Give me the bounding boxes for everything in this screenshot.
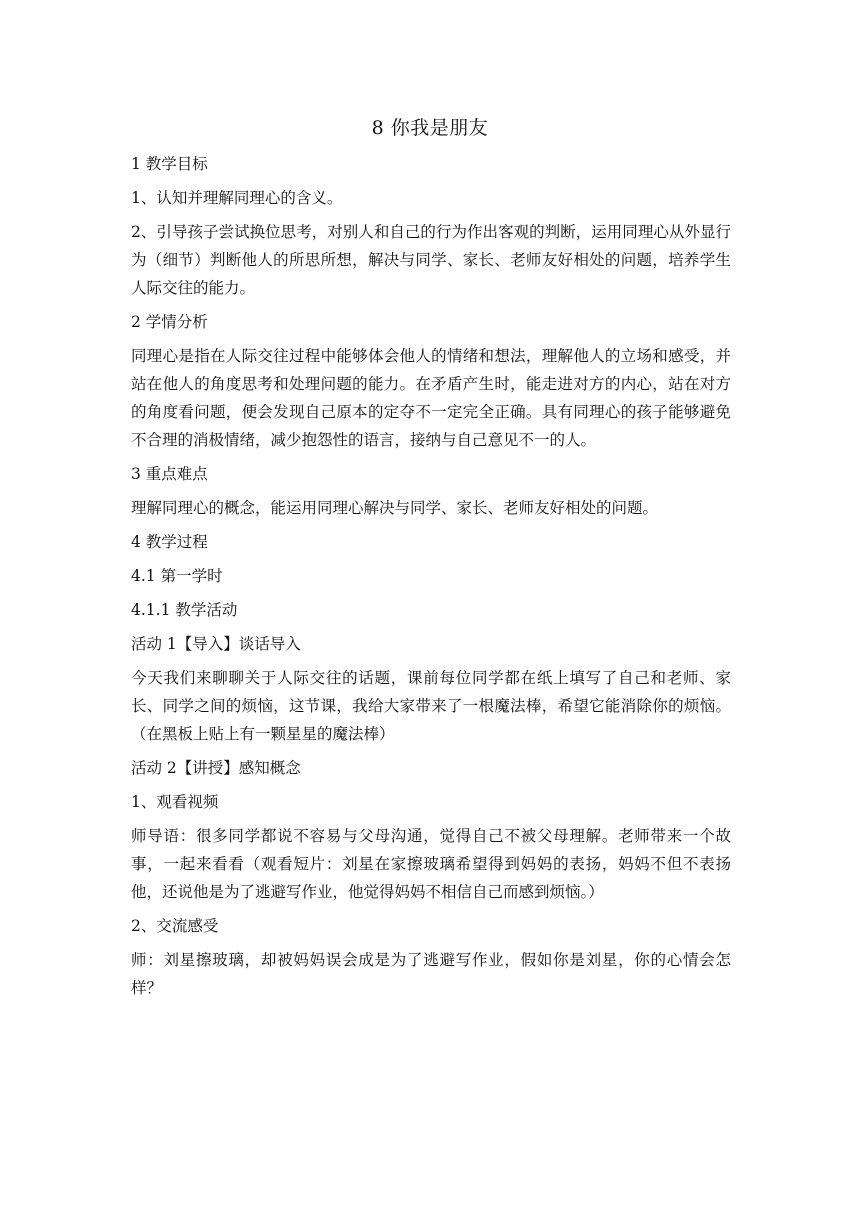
paragraph: 师导语：很多同学都说不容易与父母沟通，觉得自己不被父母理解。老师带来一个故事，一起来看看（观看短片：刘星在家擦玻璃希望得到妈妈的表扬，妈妈不但不表扬他，还说他是为了逃避写作业，他觉得妈妈不相信自己而感到烦恼。）	[131, 827, 731, 901]
document-body	[131, 150, 731, 1008]
paragraph: 今天我们来聊聊关于人际交往的话题，课前每位同学都在纸上填写了自己和老师、家长、同学之间的烦恼，这节课，我给大家带来了一根魔法棒，希望它能消除你的烦恼。（在黑板上贴上有一颗星星的魔法棒）	[131, 669, 731, 743]
subsection-heading: 4.1.1 教学活动	[131, 601, 238, 619]
paragraph: 理解同理心的概念，能运用同理心解决与同学、家长、老师友好相处的问题。	[131, 499, 659, 517]
paragraph: 师：刘星擦玻璃，却被妈妈误会成是为了逃避写作业，假如你是刘星，你的心情会怎样？	[131, 951, 731, 997]
section-heading-process: 4 教学过程	[131, 533, 208, 551]
paragraph: 2、交流感受	[131, 917, 219, 935]
activity-heading: 活动 2【讲授】感知概念	[131, 759, 301, 777]
paragraph: 2、引导孩子尝试换位思考，对别人和自己的行为作出客观的判断，运用同理心从外显行为（细节）判断他人的所思所想，解决与同学、家长、老师友好相处的问题，培养学生人际交往的能力。	[131, 223, 731, 297]
document-title: 8 你我是朋友	[371, 117, 489, 139]
section-heading-analysis: 2 学情分析	[131, 313, 208, 331]
activity-heading: 活动 1【导入】谈话导入	[131, 635, 301, 653]
paragraph: 1、认知并理解同理心的含义。	[131, 189, 343, 207]
paragraph: 同理心是指在人际交往过程中能够体会他人的情绪和想法，理解他人的立场和感受，并站在他人的角度思考和处理问题的能力。在矛盾产生时，能走进对方的内心，站在对方的角度看问题，便会发现自己原本的定夺不一定完全正确。具有同理心的孩子能够避免不合理的消极情绪，减少抱怨性的语言，接纳与自己意见不一的人。	[131, 347, 731, 449]
section-heading-objectives: 1 教学目标	[131, 155, 208, 173]
section-heading-key-points: 3 重点难点	[131, 465, 208, 483]
paragraph: 1、观看视频	[131, 793, 219, 811]
subsection-heading: 4.1 第一学时	[131, 567, 223, 585]
